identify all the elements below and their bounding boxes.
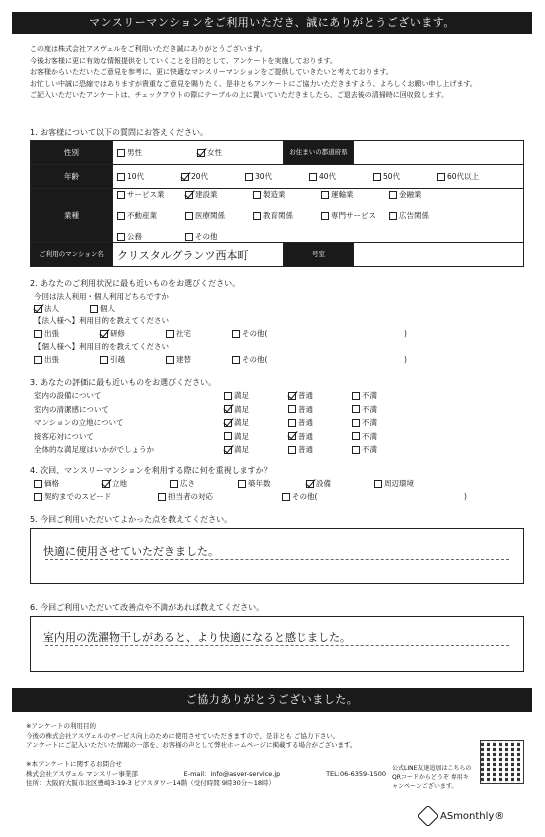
rating-option[interactable]: [352, 404, 406, 415]
rating-label: 室内の設備について: [34, 391, 102, 400]
option-indiv-opts-2[interactable]: [166, 354, 222, 365]
option-label: 男性: [127, 148, 142, 157]
rating-option[interactable]: [288, 431, 342, 442]
option-industry-opts-2[interactable]: [253, 189, 311, 200]
checkbox-icon[interactable]: [437, 173, 445, 181]
checkbox-icon[interactable]: [374, 480, 382, 488]
option-label: 引越: [110, 355, 125, 364]
option-label: 価格: [44, 479, 59, 488]
option-industry-opts-10[interactable]: [117, 231, 175, 242]
option-label: サービス業: [127, 190, 165, 199]
thanks-banner: ご協力ありがとうございました。: [12, 688, 532, 712]
option-label: その他(: [242, 355, 268, 364]
checkbox-icon[interactable]: [117, 149, 125, 157]
q4-row2: [34, 491, 474, 502]
checkbox-icon[interactable]: [34, 493, 42, 501]
option-label: 60代以上: [447, 172, 480, 181]
checkbox-icon[interactable]: [288, 419, 296, 427]
option-label: 広さ: [180, 479, 195, 488]
option-industry-opts-9[interactable]: [389, 210, 447, 221]
age-header: 年齢: [31, 165, 113, 189]
rating-row: [34, 417, 416, 428]
option-age-opts-4[interactable]: [373, 171, 427, 182]
option-label: 法人: [44, 304, 59, 313]
option-industry-opts-4[interactable]: [389, 189, 447, 200]
age-options: [117, 171, 519, 182]
mansion-header: ご利用のマンション名: [31, 243, 113, 267]
q4-options-row1: [34, 478, 442, 489]
rating-scale-label: 普通: [298, 431, 313, 441]
checkbox-icon[interactable]: [34, 330, 42, 338]
header-banner: マンスリーマンションをご利用いただき、誠にありがとうございます。: [12, 12, 532, 34]
option-label: 建替: [176, 355, 191, 364]
option-q4-row1-4[interactable]: [306, 478, 364, 489]
rating-option[interactable]: [224, 417, 278, 428]
option-industry-opts-6[interactable]: [185, 210, 243, 221]
option-label: 広告関係: [399, 211, 429, 220]
option-label: 設備: [316, 479, 331, 488]
option-q4-row2-opts-2[interactable]: [282, 491, 396, 502]
option-type-opts-1[interactable]: [90, 303, 136, 314]
option-industry-opts-8[interactable]: [321, 210, 379, 221]
rating-row: [34, 431, 416, 442]
checkbox-icon[interactable]: [117, 233, 125, 241]
option-corp-opts-0[interactable]: [34, 328, 90, 339]
option-label: 契約までのスピード: [44, 492, 112, 501]
brand-logo: [420, 808, 504, 824]
q6-title: 6. 今回ご利用いただいて改善点や不満があれば教えてください。: [30, 603, 265, 612]
rating-scale-label: 満足: [234, 431, 249, 441]
checkbox-icon[interactable]: [170, 480, 178, 488]
q1-table: [30, 140, 524, 267]
option-label: 担当者の対応: [168, 492, 213, 501]
option-label: 不動産業: [127, 211, 157, 220]
checkbox-icon[interactable]: [321, 212, 329, 220]
rating-option[interactable]: [352, 390, 406, 401]
checkbox-icon[interactable]: [185, 212, 193, 220]
checkbox-icon[interactable]: [181, 173, 189, 181]
rating-option[interactable]: [352, 444, 406, 455]
qr-code-icon[interactable]: [480, 740, 524, 784]
option-label: 30代: [255, 172, 273, 181]
footer-purpose: [26, 722, 526, 751]
line-note: 公式LINE友達追加はこちらのQRコードからどうぞ 専用キャンペーンございます。: [392, 765, 472, 790]
option-label: 専門サービス: [331, 211, 376, 220]
checkbox-icon[interactable]: [166, 356, 174, 364]
option-q4-row1-1[interactable]: [102, 478, 160, 489]
option-label: 築年数: [248, 479, 271, 488]
rating-scale-label: 不満: [362, 431, 377, 441]
option-indiv-opts-0[interactable]: [34, 354, 90, 365]
checkbox-icon[interactable]: [282, 493, 290, 501]
q6-answer: 室内用の洗濯物干しがあると、より快適になると感じました。: [43, 631, 351, 644]
rating-scale-label: 不満: [362, 391, 377, 400]
option-label: 50代: [383, 172, 401, 181]
intro-line: 今後お客様に更に有効な情報提供をしていくことを目的として、アンケートを実施しております。: [30, 56, 337, 65]
rating-scale-label: 普通: [298, 404, 313, 414]
rating-scale-label: 不満: [362, 404, 377, 414]
option-q4-row2-opts-1[interactable]: [158, 491, 272, 502]
indiv-close-paren: ): [404, 355, 407, 364]
q5-answer: 快適に使用させていただきました。: [43, 545, 219, 558]
rating-row: [34, 404, 416, 415]
age-cell: [113, 165, 524, 189]
rating-scale-label: 満足: [234, 391, 249, 400]
option-label: 社宅: [176, 329, 191, 338]
checkbox-icon[interactable]: [34, 356, 42, 364]
option-label: 立地: [112, 479, 127, 488]
q5-title: 5. 今回ご利用いただいてよかった点を教えてください。: [30, 515, 233, 524]
checkbox-icon[interactable]: [288, 446, 296, 454]
q2-indiv-heading: 【個人様へ】利用目的を教えてください: [34, 342, 169, 351]
rating-row: [34, 390, 416, 401]
rating-scale-label: 不満: [362, 418, 377, 427]
checkbox-icon[interactable]: [253, 212, 261, 220]
option-label: 教育関係: [263, 211, 293, 220]
checkbox-icon[interactable]: [197, 149, 205, 157]
checkbox-icon[interactable]: [352, 405, 360, 413]
checkbox-icon[interactable]: [245, 173, 253, 181]
rating-scale-label: 普通: [298, 418, 313, 427]
option-indiv-opts-3[interactable]: [232, 354, 288, 365]
checkbox-icon[interactable]: [352, 392, 360, 400]
rating-option[interactable]: [352, 431, 406, 442]
option-label: 個人: [100, 304, 115, 313]
contact-tel[interactable]: TEL:06-6359-1500: [326, 769, 386, 778]
rating-label: 全体的な満足度はいかがでしょうか: [34, 445, 154, 454]
rating-option[interactable]: [288, 404, 342, 415]
indiv-row: [34, 354, 414, 365]
checkbox-icon[interactable]: [185, 233, 193, 241]
option-label: 40代: [319, 172, 337, 181]
checkbox-icon[interactable]: [224, 446, 232, 454]
rating-row: [34, 444, 416, 455]
q3-title: 3. あなたの評価に最も近いものをお選びください。: [30, 378, 217, 387]
option-label: その他(: [292, 492, 318, 501]
option-label: 公務: [127, 232, 142, 241]
checkbox-icon[interactable]: [166, 330, 174, 338]
company-address: 住所：大阪府大阪市北区豊崎3-19-3 ピアスタワー14階（受付時間 9時30分～18時）: [26, 779, 276, 787]
checkbox-icon[interactable]: [389, 191, 397, 199]
rating-scale-label: 満足: [234, 404, 249, 414]
checkbox-icon[interactable]: [102, 480, 110, 488]
option-label: 建設業: [195, 190, 218, 199]
checkbox-icon[interactable]: [352, 419, 360, 427]
option-age-opts-3[interactable]: [309, 171, 363, 182]
checkbox-icon[interactable]: [238, 480, 246, 488]
q2-title: 2. あなたのご利用状況に最も近いものをお選びください。: [30, 279, 241, 288]
checkbox-icon[interactable]: [158, 493, 166, 501]
option-label: 運輸業: [331, 190, 354, 199]
checkbox-icon[interactable]: [352, 432, 360, 440]
rating-label: 室内の清潔感について: [34, 404, 109, 414]
option-industry-opts-5[interactable]: [117, 210, 175, 221]
option-label: 20代: [191, 172, 209, 181]
option-label: その他(: [242, 329, 268, 338]
rating-scale-label: 不満: [362, 445, 377, 454]
q2-corp-heading: 【法人様へ】利用目的を教えてください: [34, 316, 169, 325]
purpose-title: ※アンケートの利用目的: [26, 722, 97, 730]
checkbox-icon[interactable]: [34, 305, 42, 313]
footer-contact: [26, 760, 386, 789]
rating-scale-label: 満足: [234, 445, 249, 454]
corp-close-paren: ): [404, 329, 407, 338]
rating-label: マンションの立地について: [34, 418, 124, 427]
option-industry-opts-3[interactable]: [321, 189, 379, 200]
rating-scale-label: 普通: [298, 391, 313, 400]
checkbox-icon[interactable]: [117, 173, 125, 181]
checkbox-icon[interactable]: [352, 446, 360, 454]
checkbox-icon[interactable]: [117, 212, 125, 220]
option-label: 研修: [110, 329, 125, 338]
q4-close-paren: ): [464, 492, 467, 501]
option-industry-opts-0[interactable]: [117, 189, 175, 200]
option-q4-row1-3[interactable]: [238, 478, 296, 489]
indiv-options: [34, 354, 404, 365]
checkbox-icon[interactable]: [389, 212, 397, 220]
checkbox-icon[interactable]: [306, 480, 314, 488]
rating-option[interactable]: [288, 390, 342, 401]
q5-answer-box[interactable]: [30, 528, 524, 584]
gender-cell: [113, 141, 284, 165]
rating-label: 接客応対について: [34, 431, 94, 441]
asmonthly-logo-icon: [417, 805, 440, 828]
residence-field[interactable]: [354, 141, 524, 165]
checkbox-icon[interactable]: [373, 173, 381, 181]
checkbox-icon[interactable]: [288, 432, 296, 440]
option-corp-opts-1[interactable]: [100, 328, 156, 339]
rating-scale-label: 普通: [298, 445, 313, 454]
option-q4-row1-2[interactable]: [170, 478, 228, 489]
q2-sub1: 今回は法人利用・個人利用どちらですか: [34, 292, 169, 301]
checkbox-icon[interactable]: [309, 173, 317, 181]
answer-line: [45, 645, 509, 646]
room-field[interactable]: [354, 243, 524, 267]
option-q4-row2-opts-0[interactable]: [34, 491, 148, 502]
gender-header: 性別: [31, 141, 113, 165]
q4-options-row2: [34, 491, 464, 502]
checkbox-icon[interactable]: [288, 405, 296, 413]
option-age-opts-2[interactable]: [245, 171, 299, 182]
option-age-opts-0[interactable]: [117, 171, 171, 182]
option-label: 出張: [44, 329, 59, 338]
rating-option[interactable]: [288, 444, 342, 455]
checkbox-icon[interactable]: [224, 419, 232, 427]
checkbox-icon[interactable]: [117, 191, 125, 199]
brand-name: ASmonthly®: [440, 810, 505, 822]
industry-header: 業種: [31, 189, 113, 243]
option-label: その他: [195, 232, 218, 241]
corp-options: [34, 328, 404, 339]
rating-option[interactable]: [224, 404, 278, 415]
contact-email[interactable]: E-mail：info@asver-service.jp: [183, 769, 281, 778]
checkbox-icon[interactable]: [253, 191, 261, 199]
intro-text: [30, 44, 520, 102]
room-header: 号室: [284, 243, 354, 267]
option-q4-row1-0[interactable]: [34, 478, 92, 489]
rating-scale-label: 満足: [234, 418, 249, 427]
checkbox-icon[interactable]: [224, 405, 232, 413]
checkbox-icon[interactable]: [321, 191, 329, 199]
option-industry-opts-7[interactable]: [253, 210, 311, 221]
gender-options: [117, 147, 279, 158]
type-options: [34, 303, 146, 314]
contact-row: [26, 770, 386, 780]
intro-line: この度は株式会社アスヴェルをご利用いただき誠にありがとうございます。: [30, 45, 267, 53]
q6-answer-box[interactable]: [30, 616, 524, 672]
q4-title: 4. 次回、マンスリーマンションを利用する際に何を重視しますか？: [30, 466, 272, 475]
option-industry-opts-11[interactable]: [185, 231, 243, 242]
mansion-field[interactable]: クリスタルグランツ西本町: [113, 243, 284, 267]
rating-option[interactable]: [224, 444, 278, 455]
option-age-opts-5[interactable]: [437, 171, 491, 182]
answer-line: [45, 559, 509, 560]
option-corp-opts-3[interactable]: [232, 328, 288, 339]
company-name: 株式会社アスヴェル マンスリー事業部: [26, 769, 138, 778]
checkbox-icon[interactable]: [90, 305, 98, 313]
checkbox-icon[interactable]: [100, 356, 108, 364]
checkbox-icon[interactable]: [185, 191, 193, 199]
purpose-line: 今後の株式会社アスヴェルのサービス向上のために使用させていただきますので、是非とも ご協力下さい。: [26, 731, 340, 740]
option-industry-opts-1[interactable]: [185, 189, 243, 200]
corp-row: [34, 328, 414, 339]
residence-header: お住まいの都道府県: [284, 141, 354, 165]
checkbox-icon[interactable]: [100, 330, 108, 338]
option-label: 製造業: [263, 190, 286, 199]
checkbox-icon[interactable]: [34, 480, 42, 488]
rating-option[interactable]: [224, 431, 278, 442]
q1-title: 1. お客様について以下の質問にお答えください。: [30, 128, 209, 137]
option-gender-opts-1[interactable]: [197, 147, 267, 158]
intro-line: お忙しい中誠に恐縮ではありますが貴重なご意見を賜りたく、是非ともアンケートにご協力いただきますよう、よろしくお願い申し上げます。: [30, 79, 477, 88]
option-label: 周辺環境: [384, 479, 414, 488]
rating-option[interactable]: [288, 417, 342, 428]
option-corp-opts-2[interactable]: [166, 328, 222, 339]
checkbox-icon[interactable]: [232, 356, 240, 364]
option-label: 女性: [207, 148, 222, 157]
contact-title: ※本アンケートに関するお問合せ: [26, 760, 123, 768]
rating-option[interactable]: [352, 417, 406, 428]
rating-option[interactable]: [224, 390, 278, 401]
intro-line: ご記入いただいたアンケートは、チェックアウトの際にテーブルの上に置いていただきましたら、ご退去後の清掃時に回収致します。: [30, 91, 449, 99]
option-label: 金融業: [399, 190, 422, 199]
option-q4-row1-5[interactable]: [374, 478, 432, 489]
industry-options: [117, 189, 519, 242]
option-gender-opts-0[interactable]: [117, 147, 187, 158]
purpose-line: アンケートにご記入いただいた情報の一部を、お客様の声として弊社ホームページに掲載する場合がございます。: [26, 741, 357, 749]
option-indiv-opts-1[interactable]: [100, 354, 156, 365]
checkbox-icon[interactable]: [224, 432, 232, 440]
checkbox-icon[interactable]: [288, 392, 296, 400]
checkbox-icon[interactable]: [232, 330, 240, 338]
option-label: 出張: [44, 355, 59, 364]
option-label: 10代: [127, 172, 145, 181]
option-label: 医療関係: [195, 211, 225, 220]
checkbox-icon[interactable]: [224, 392, 232, 400]
industry-cell: [113, 189, 524, 243]
intro-line: お客様からいただいたご意見を参考に、更に快適なマンスリーマンションをご提供していきたいと考えております。: [30, 68, 393, 76]
option-type-opts-0[interactable]: [34, 303, 80, 314]
option-age-opts-1[interactable]: [181, 171, 235, 182]
